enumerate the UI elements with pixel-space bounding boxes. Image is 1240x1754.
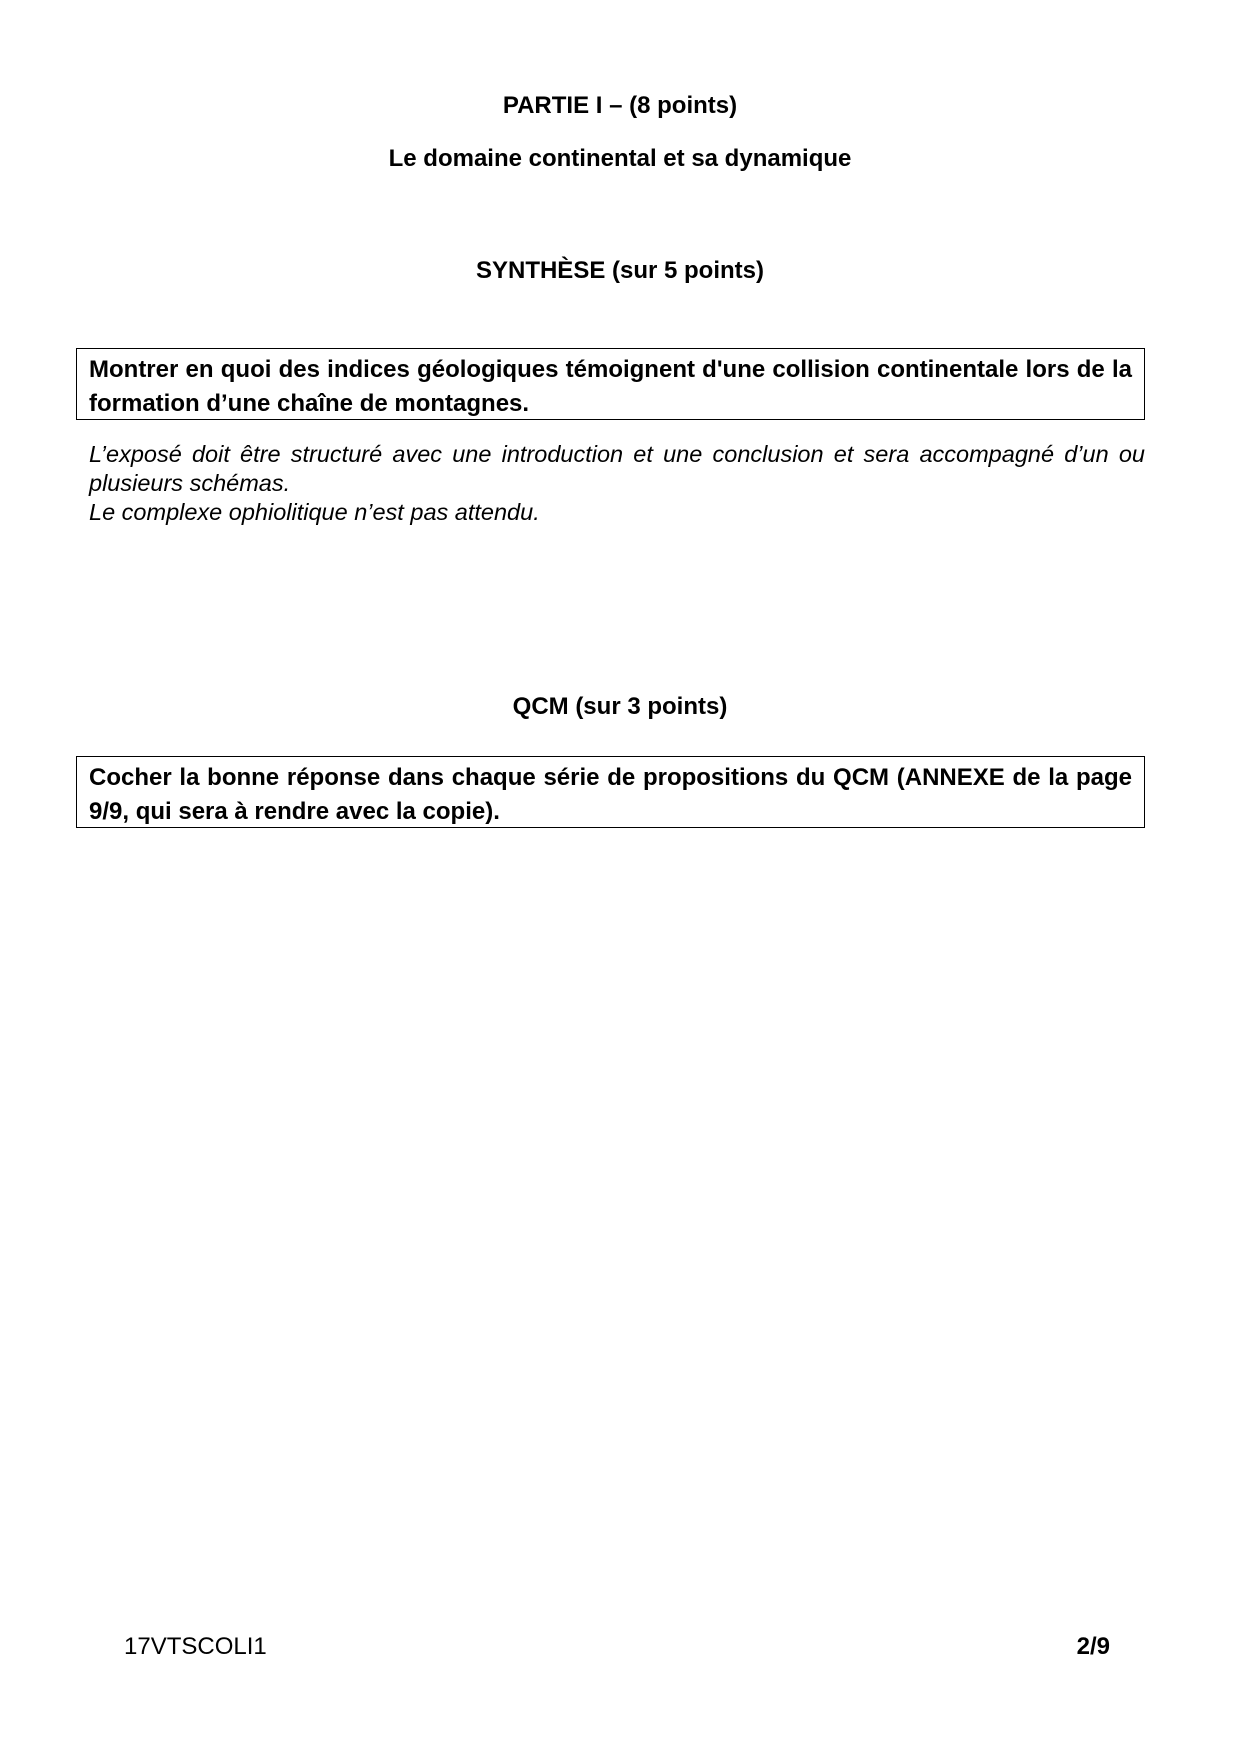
- qcm-instruction-box: Cocher la bonne réponse dans chaque série de propositions du QCM (ANNEXE de la page 9/9, qui sera à rendre avec la copie).: [76, 756, 1145, 828]
- subject-title: Le domaine continental et sa dynamique: [388, 145, 852, 172]
- footer-page-number: 2/9: [1076, 1633, 1110, 1660]
- synthese-title: SYNTHÈSE (sur 5 points): [475, 257, 765, 284]
- footer-exam-code: 17VTSCOLI1: [124, 1633, 267, 1660]
- synthese-instruction-structure: L’exposé doit être structuré avec une introduction et une conclusion et sera accompagné d’un ou plusieurs schémas.: [89, 441, 1145, 496]
- synthese-instruction-ophiolite: Le complexe ophiolitique n’est pas attendu.: [89, 499, 540, 525]
- synthese-instructions: [89, 440, 1145, 527]
- qcm-title: QCM (sur 3 points): [512, 693, 728, 720]
- part-title: PARTIE I – (8 points): [502, 92, 738, 119]
- synthese-question-box: Montrer en quoi des indices géologiques témoignent d'une collision continentale lors de la formation d’une chaîne de montagnes.: [76, 348, 1145, 420]
